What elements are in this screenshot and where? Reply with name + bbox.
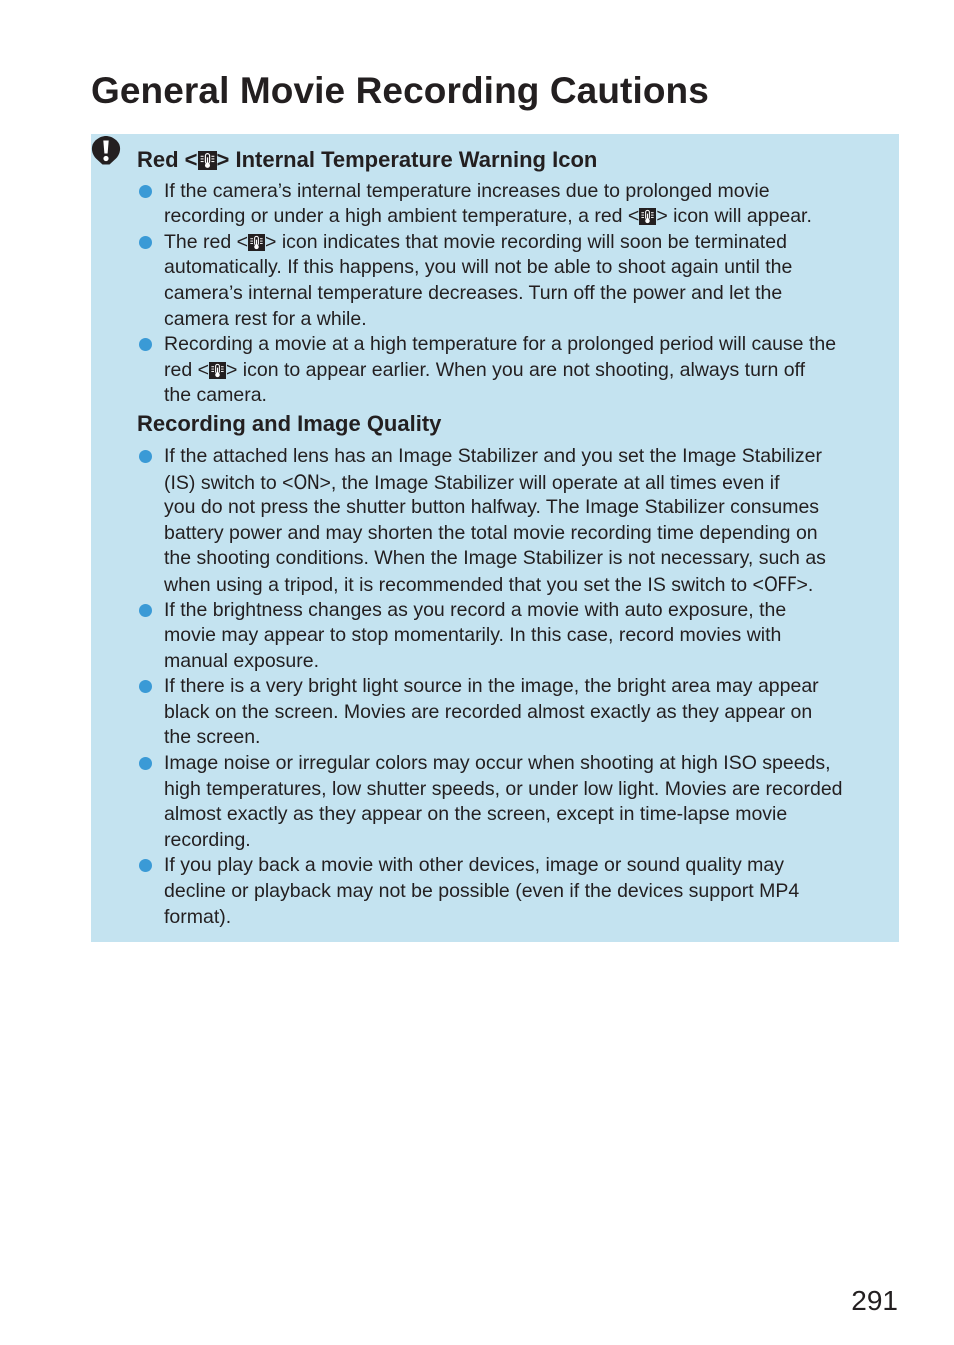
bullet-dot <box>139 680 152 693</box>
caution-content <box>137 134 887 930</box>
thermometer-warning-icon <box>248 234 265 251</box>
page-title: General Movie Recording Cautions <box>91 70 709 111</box>
list-item: Image noise or irregular colors may occur when shooting at high ISO speeds, high temperatures, low shutter speeds, or under low light. Movies are recorded almost exactly as they appear on the screen, except in time-lapse movie recording. <box>137 751 887 853</box>
switch-on-label: ON <box>293 470 320 494</box>
section-heading-temperature-warning: Red < > Internal Temperature Warning Icon <box>137 147 598 172</box>
page-number: 291 <box>851 1285 898 1316</box>
bullet-dot <box>139 757 152 770</box>
caution-exclamation-icon <box>91 135 121 165</box>
thermometer-warning-icon <box>198 151 217 170</box>
bullet-dot <box>139 604 152 617</box>
list-item: If the attached lens has an Image Stabilizer and you set the Image Stabilizer (IS) switch to <ON>, the Image Stabilizer will operate at all times even if you do not press the shutter button halfway. The Image Stabilizer consumes battery power and may shorten the total movie recording time depending on the shooting conditions. When the Image Stabilizer is not necessary, such as when using a tripod, it is recommended that you set the IS switch to <OFF>. <box>137 444 887 598</box>
bullet-dot <box>139 338 152 351</box>
list-item: If there is a very bright light source in the image, the bright area may appear black on the screen. Movies are recorded almost exactly as they appear on the screen. <box>137 674 887 751</box>
thermometer-warning-icon <box>639 208 656 225</box>
list-item: If the camera’s internal temperature increases due to prolonged movie recording or under a high ambient temperature, a red < > icon will appear. <box>137 179 887 230</box>
caution-box <box>91 134 899 942</box>
temperature-warning-list <box>137 179 887 409</box>
list-item: If you play back a movie with other devices, image or sound quality may decline or playback may not be possible (even if the devices support MP4 format). <box>137 853 887 930</box>
recording-quality-list <box>137 444 887 930</box>
bullet-dot <box>139 236 152 249</box>
list-item: If the brightness changes as you record a movie with auto exposure, the movie may appear to stop momentarily. In this case, record movies with manual exposure. <box>137 598 887 675</box>
switch-off-label: OFF <box>763 572 797 596</box>
bullet-dot <box>139 859 152 872</box>
section-heading-recording-quality: Recording and Image Quality <box>137 410 442 436</box>
thermometer-warning-icon <box>209 362 226 379</box>
bullet-dot <box>139 185 152 198</box>
list-item: Recording a movie at a high temperature for a prolonged period will cause the red < > icon to appear earlier. When you are not shooting, always turn off the camera. <box>137 332 887 409</box>
list-item: The red < > icon indicates that movie recording will soon be terminated automatically. If this happens, you will not be able to shoot again until the camera’s internal temperature decreases. Turn off the power and let the camera rest for a while. <box>137 230 887 332</box>
bullet-dot <box>139 450 152 463</box>
